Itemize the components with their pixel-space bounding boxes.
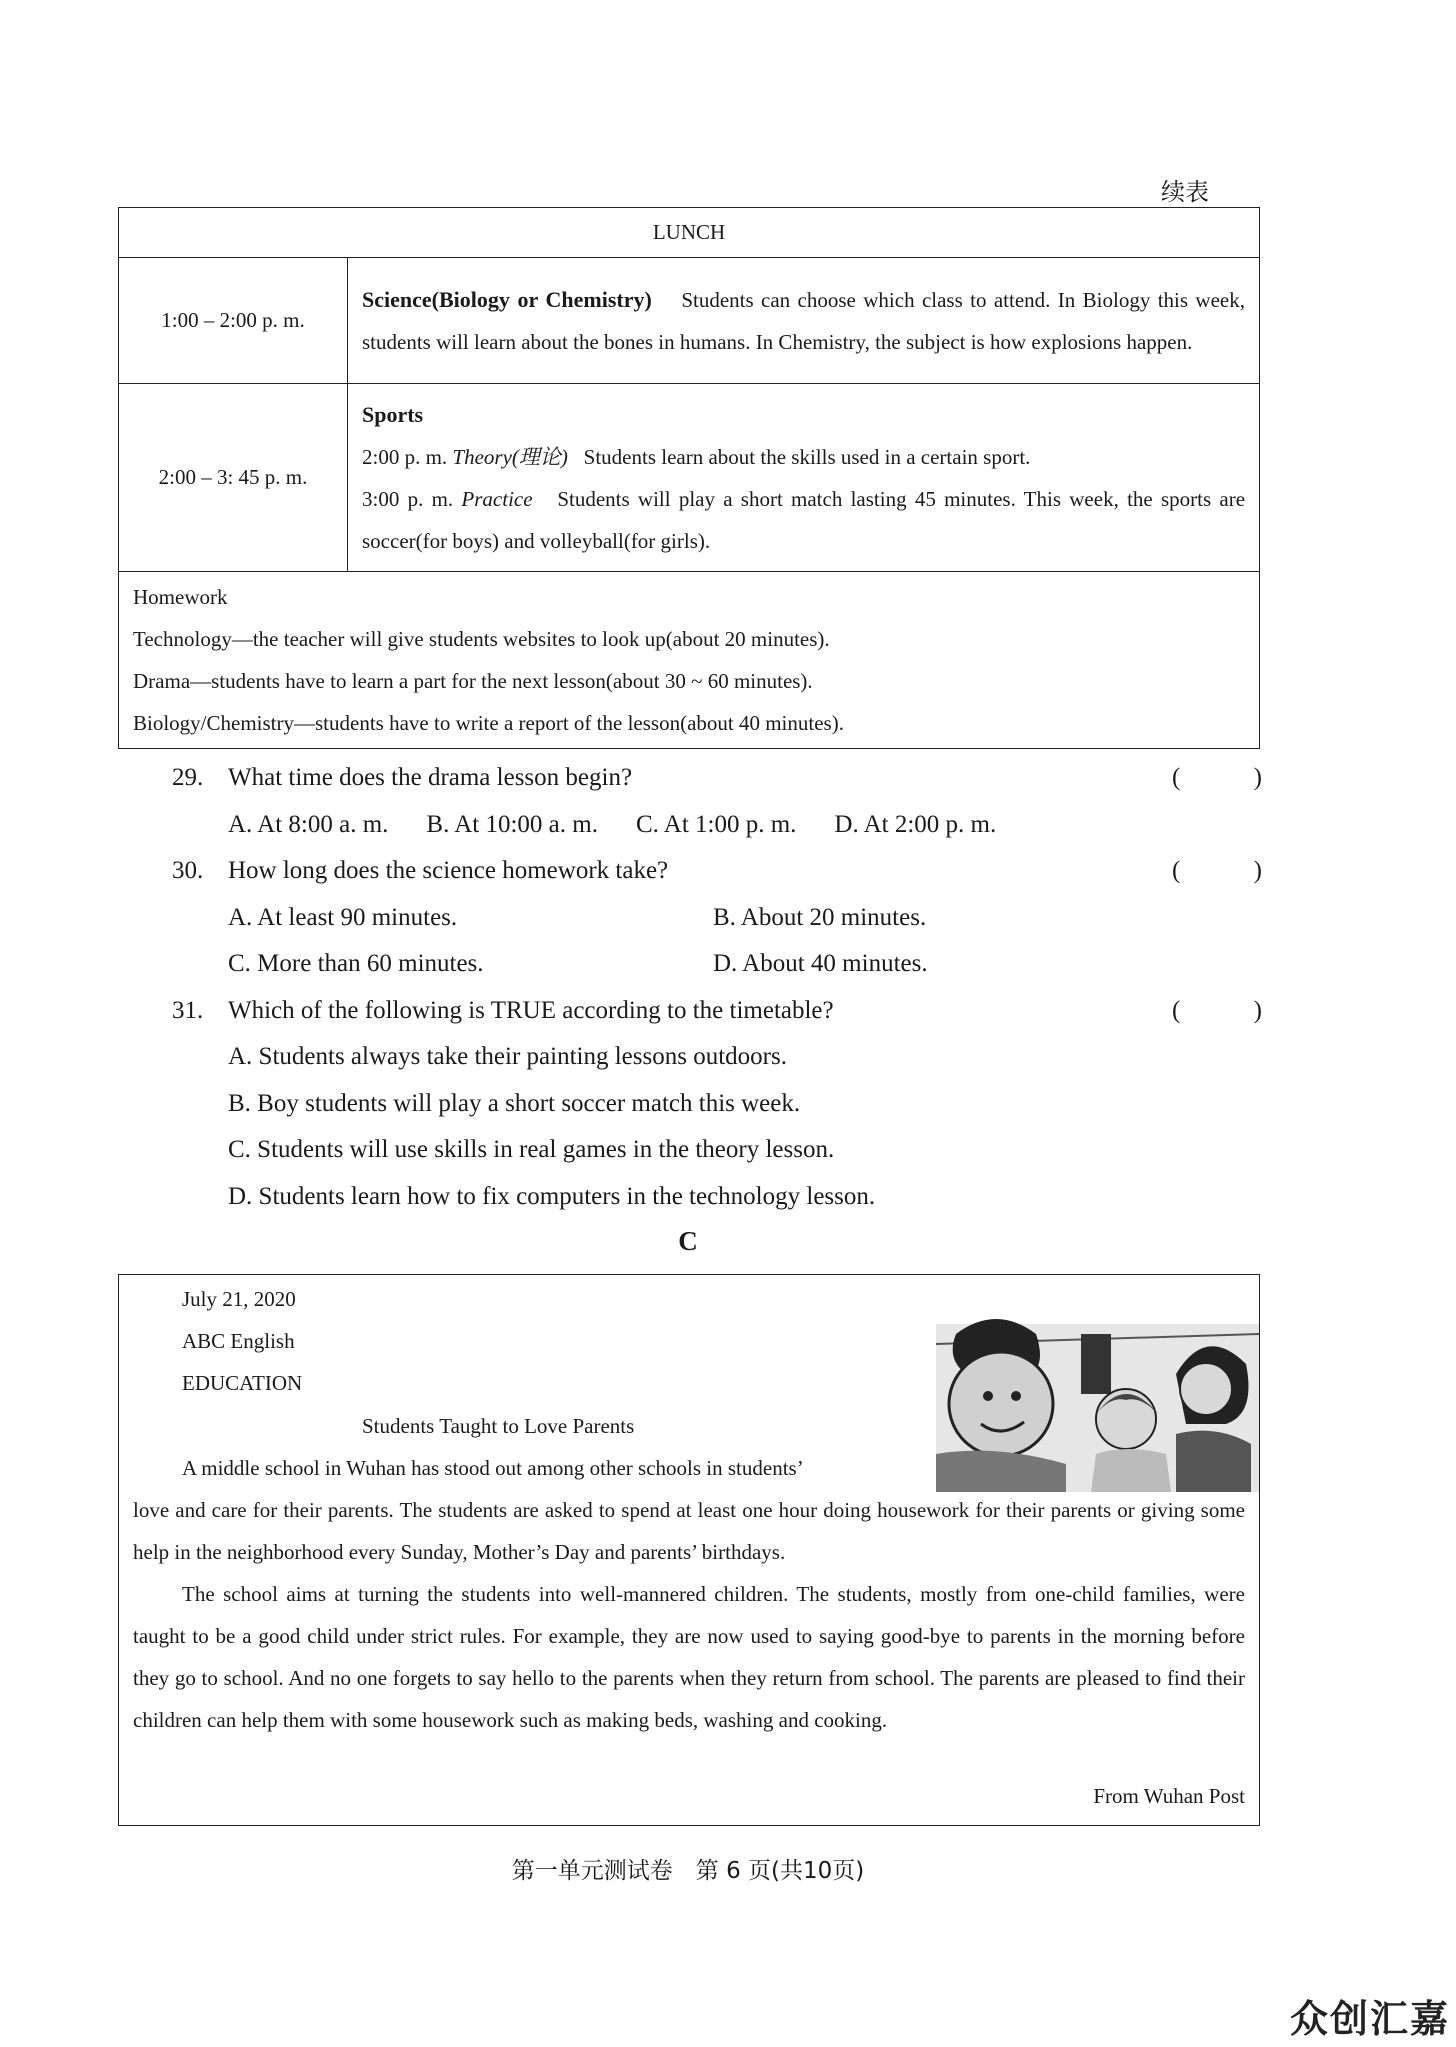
homework-item: Technology—the teacher will give students websites to look up(about 20 minutes). xyxy=(133,627,830,651)
option-a[interactable]: A. Students always take their painting lessons outdoors. xyxy=(228,1043,787,1070)
sports-line1-text: Students learn about the skills used in a certain sport. xyxy=(583,444,1031,469)
option-d[interactable]: D. At 2:00 p. m. xyxy=(834,810,997,838)
homework-title: Homework xyxy=(133,585,228,609)
timetable xyxy=(118,207,1260,749)
options-row xyxy=(172,941,1262,988)
question-text: How long does the science homework take? xyxy=(228,857,669,884)
sports-desc xyxy=(348,384,1260,572)
article-category: EDUCATION xyxy=(182,1371,303,1395)
questions xyxy=(172,755,1262,1220)
science-text: Students can choose which class to attend. In Biology this week, students will learn about the bones in humans. In Chemistry, the subject is how explosions happen. xyxy=(362,287,1245,354)
answer-blank[interactable] xyxy=(1172,848,1262,895)
question-30 xyxy=(172,848,1262,895)
article-title: Students Taught to Love Parents xyxy=(362,1414,635,1438)
lunch-row: LUNCH xyxy=(119,208,1260,258)
sports-title: Sports xyxy=(362,401,424,427)
question-text: What time does the drama lesson begin? xyxy=(228,764,633,791)
option-a[interactable]: A. At least 90 minutes. xyxy=(228,903,458,931)
paren-close: ) xyxy=(1253,764,1262,791)
question-number: 31. xyxy=(172,996,204,1024)
question-number: 29. xyxy=(172,764,204,791)
article-source: From Wuhan Post xyxy=(1093,1784,1245,1808)
section-label: C xyxy=(678,1226,698,1256)
answer-blank[interactable] xyxy=(1172,755,1262,802)
paren-open: ( xyxy=(1172,764,1181,791)
science-time: 1:00 – 2:00 p. m. xyxy=(119,258,348,384)
article-box xyxy=(118,1274,1260,1826)
option-b[interactable]: B. About 20 minutes. xyxy=(713,903,927,931)
watermark-logo: 众创汇嘉 xyxy=(1289,1997,1450,2041)
sports-line2-time: 3:00 p. m. xyxy=(362,486,454,511)
continued-label: 续表 xyxy=(1161,178,1209,206)
paren-close: ) xyxy=(1253,857,1262,884)
sports-time: 2:00 – 3: 45 p. m. xyxy=(119,384,348,572)
paren-open: ( xyxy=(1172,857,1181,884)
options-row xyxy=(172,895,1262,942)
page-footer: 第一单元测试卷 第 6 页(共10页) xyxy=(511,1858,865,1884)
option-c[interactable]: C. More than 60 minutes. xyxy=(228,950,484,977)
sports-line2-label: Practice xyxy=(461,486,533,511)
paren-open: ( xyxy=(1172,996,1181,1024)
question-number: 30. xyxy=(172,857,204,884)
options-row xyxy=(172,802,1262,849)
option-d[interactable]: D. Students learn how to fix computers in the technology lesson. xyxy=(228,1182,876,1210)
option-a[interactable]: A. At 8:00 a. m. xyxy=(228,810,389,838)
article-paper: ABC English xyxy=(182,1329,295,1353)
science-desc xyxy=(348,258,1260,384)
question-31 xyxy=(172,988,1262,1035)
family-illustration xyxy=(936,1304,1259,1492)
article-p2: The school aims at turning the students into well-mannered children. The students, mostly from one-child families, were taught to be a good child under strict rules. For example, they are now used to saying good-bye to parents in the morning before they go to school. And no one forgets to say hello to the parents when they return from school. The parents are pleased to find their children can help them with some housework such as making beds, washing and cooking. xyxy=(133,1582,1245,1732)
answer-blank[interactable] xyxy=(1172,988,1262,1035)
article-p1-rest: love and care for their parents. The students are asked to spend at least one hour doing housework for their parents or giving some help in the neighborhood every Sunday, Mother’s Day and parents’ birthdays. xyxy=(133,1498,1245,1564)
sports-line2-text: Students will play a short match lasting 45 minutes. This week, the sports are soccer(for boys) and volleyball(for girls). xyxy=(362,486,1246,553)
sports-line1-label: Theory(理论) xyxy=(452,444,568,469)
homework-item: Drama—students have to learn a part for the next lesson(about 30 ~ 60 minutes). xyxy=(133,669,813,693)
option-b[interactable]: B. At 10:00 a. m. xyxy=(426,810,598,838)
option-d[interactable]: D. About 40 minutes. xyxy=(713,950,928,977)
option-b[interactable]: B. Boy students will play a short soccer match this week. xyxy=(228,1089,801,1117)
option-c[interactable]: C. At 1:00 p. m. xyxy=(635,810,797,838)
science-title: Science(Biology or Chemistry) xyxy=(362,286,652,312)
question-text: Which of the following is TRUE according to the timetable? xyxy=(228,996,834,1024)
homework-item: Biology/Chemistry—students have to write a report of the lesson(about 40 minutes). xyxy=(133,711,844,735)
question-29 xyxy=(172,755,1262,802)
option-c[interactable]: C. Students will use skills in real games in the theory lesson. xyxy=(228,1136,835,1163)
homework-cell xyxy=(119,572,1260,749)
article-p1-first: A middle school in Wuhan has stood out among other schools in students’ xyxy=(182,1456,804,1480)
sports-line1-time: 2:00 p. m. xyxy=(362,444,448,469)
article-date: July 21, 2020 xyxy=(182,1287,296,1311)
paren-close: ) xyxy=(1253,996,1262,1024)
